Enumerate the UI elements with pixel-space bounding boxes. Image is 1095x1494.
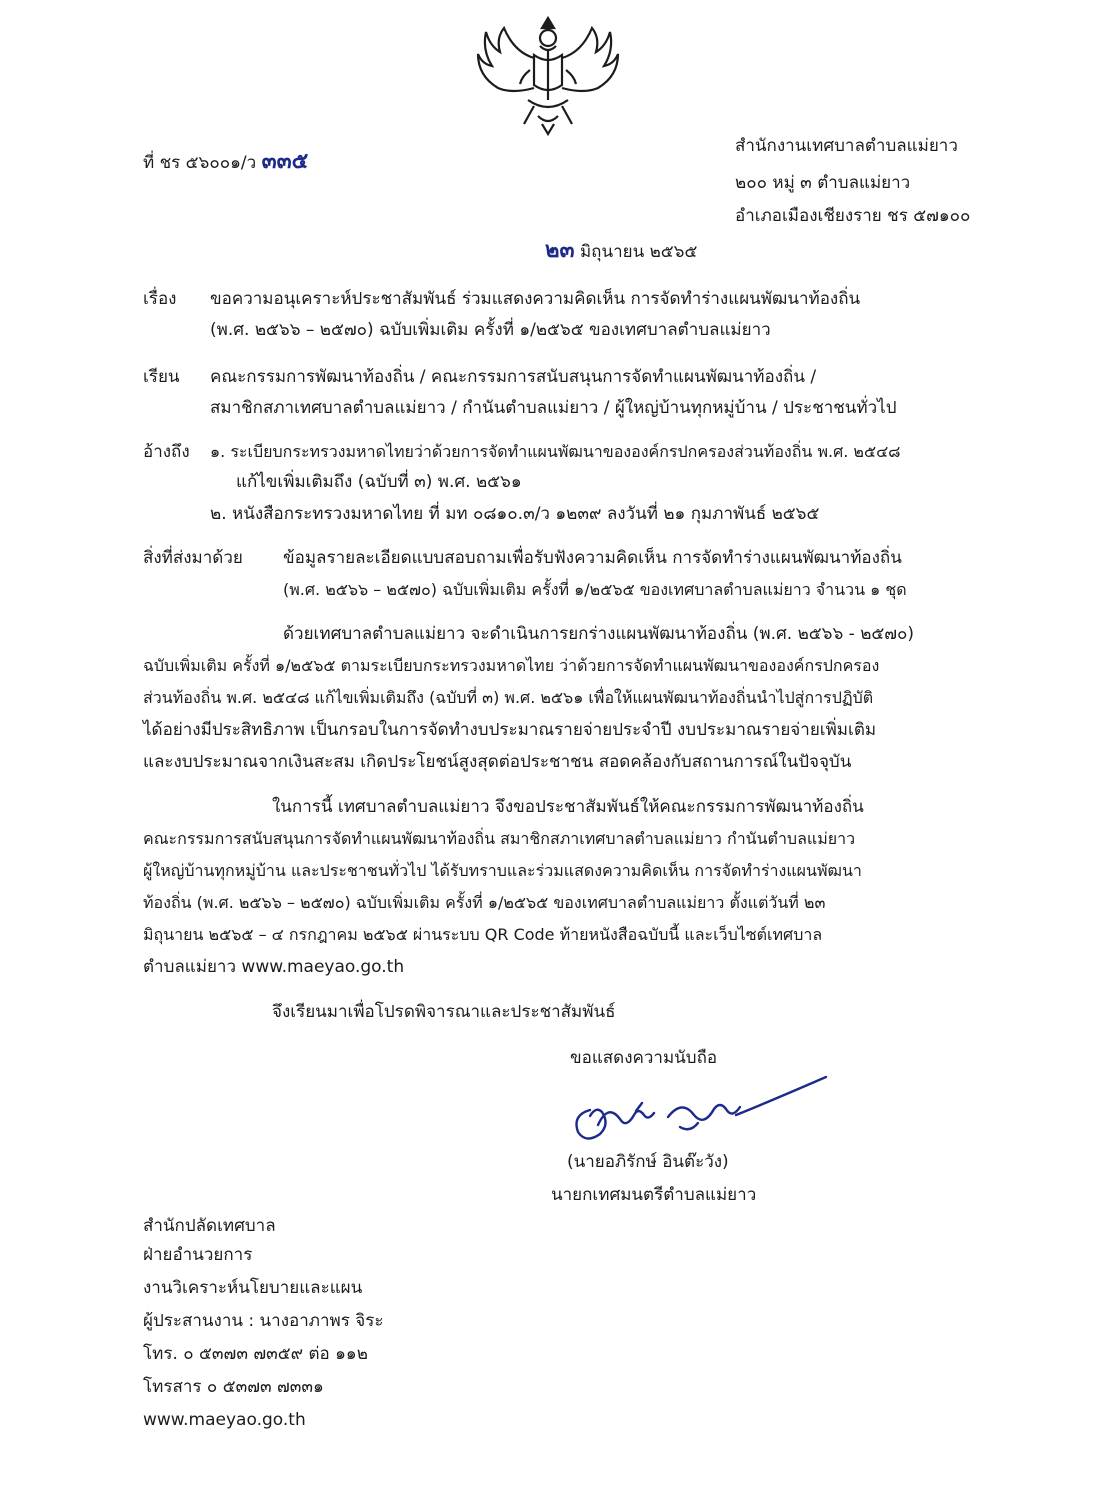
body2-line1: ในการนี้ เทศบาลตำบลแม่ยาว จึงขอประชาสัมพันธ์ให้คณะกรรมการพัฒนาท้องถิ่น (272, 797, 864, 817)
reference-prefix: ที่ ชร ๕๖๐๐๑/ว (143, 153, 257, 173)
closing-text: จึงเรียนมาเพื่อโปรดพิจารณาและประชาสัมพันธ์ (272, 1002, 616, 1022)
recipient-line2: สมาชิกสภาเทศบาลตำบลแม่ยาว / กำนันตำบลแม่ยาว / ผู้ใหญ่บ้านทุกหมู่บ้าน / ประชาชนทั่วไป (210, 398, 897, 418)
reference-item2: ๒. หนังสือกระทรวงมหาดไทย ที่ มท ๐๘๑๐.๓/ว ๑๒๓๙ ลงวันที่ ๒๑ กุมภาพันธ์ ๒๕๖๕ (210, 504, 820, 524)
regards-text: ขอแสดงความนับถือ (570, 1048, 718, 1068)
office-name: สำนักงานเทศบาลตำบลแม่ยาว (735, 136, 958, 156)
enclosure-label: สิ่งที่ส่งมาด้วย (143, 548, 243, 568)
date-month-year: มิถุนายน ๒๕๖๕ (579, 242, 698, 262)
footer-coordinator: ผู้ประสานงาน : นางอาภาพร จิระ (143, 1311, 384, 1331)
footer-phone: โทร. ๐ ๕๓๗๓ ๗๓๕๙ ต่อ ๑๑๒ (143, 1344, 368, 1364)
body1-line2: ฉบับเพิ่มเติม ครั้งที่ ๑/๒๕๖๕ ตามระเบียบกระทรวงมหาดไทย ว่าด้วยการจัดทำแผนพัฒนาขององค์กรปกครอง (143, 656, 880, 675)
recipient-line1: คณะกรรมการพัฒนาท้องถิ่น / คณะกรรมการสนับสนุนการจัดทำแผนพัฒนาท้องถิ่น / (210, 367, 817, 387)
letter-date (545, 232, 697, 267)
footer-unit: งานวิเคราะห์นโยบายและแผน (143, 1278, 363, 1298)
recipient-label: เรียน (143, 367, 180, 387)
subject-line1: ขอความอนุเคราะห์ประชาสัมพันธ์ ร่วมแสดงความคิดเห็น การจัดทำร่างแผนพัฒนาท้องถิ่น (210, 289, 861, 309)
office-address-line2: อำเภอเมืองเชียงราย ชร ๕๗๑๐๐ (735, 206, 971, 226)
signer-position: นายกเทศมนตรีตำบลแม่ยาว (551, 1185, 757, 1205)
reference-item1-line2: แก้ไขเพิ่มเติมถึง (ฉบับที่ ๓) พ.ศ. ๒๕๖๑ (236, 472, 522, 492)
office-address-line1: ๒๐๐ หมู่ ๓ ตำบลแม่ยาว (735, 173, 911, 193)
enclosure-line1: ข้อมูลรายละเอียดแบบสอบถามเพื่อรับฟังความคิดเห็น การจัดทำร่างแผนพัฒนาท้องถิ่น (283, 548, 902, 568)
footer-website: www.maeyao.go.th (143, 1410, 306, 1430)
footer-fax: โทรสาร ๐ ๕๓๗๓ ๗๓๓๑ (143, 1377, 324, 1397)
enclosure-line2: (พ.ศ. ๒๕๖๖ – ๒๕๗๐) ฉบับเพิ่มเติม ครั้งที่ ๑/๒๕๖๕ ของเทศบาลตำบลแม่ยาว จำนวน ๑ ชุด (283, 580, 907, 599)
reference-label: อ้างถึง (143, 442, 190, 462)
signer-name: (นายอภิรักษ์ อินต๊ะวัง) (567, 1152, 729, 1172)
body2-line5: มิถุนายน ๒๕๖๕ – ๔ กรกฎาคม ๒๕๖๕ ผ่านระบบ QR Code ท้ายหนังสือฉบับนี้ และเว็บไซต์เทศบาล (143, 925, 823, 944)
footer-division: สำนักปลัดเทศบาล (143, 1216, 276, 1236)
reference-item1-line1: ๑. ระเบียบกระทรวงมหาดไทยว่าด้วยการจัดทำแผนพัฒนาขององค์กรปกครองส่วนท้องถิ่น พ.ศ. ๒๕๔๘ (210, 442, 901, 461)
reference-number (143, 143, 308, 178)
body2-line3: ผู้ใหญ่บ้านทุกหมู่บ้าน และประชาชนทั่วไป ได้รับทราบและร่วมแสดงความคิดเห็น การจัดทำร่างแผนพัฒนา (143, 861, 862, 880)
handwritten-signature (560, 1075, 840, 1155)
subject-label: เรื่อง (143, 289, 177, 309)
date-day-handwritten: ๒๓ (545, 238, 575, 263)
footer-section: ฝ่ายอำนวยการ (143, 1245, 253, 1265)
body2-line6: ตำบลแม่ยาว www.maeyao.go.th (143, 957, 405, 977)
body2-line2: คณะกรรมการสนับสนุนการจัดทำแผนพัฒนาท้องถิ่น สมาชิกสภาเทศบาลตำบลแม่ยาว กำนันตำบลแม่ยาว (143, 829, 856, 848)
body1-line3: ส่วนท้องถิ่น พ.ศ. ๒๕๔๘ แก้ไขเพิ่มเติมถึง (ฉบับที่ ๓) พ.ศ. ๒๕๖๑ เพื่อให้แผนพัฒนาท้องถิ่นนำไปสู่การปฏิบัติ (143, 688, 874, 707)
body1-line5: และงบประมาณจากเงินสะสม เกิดประโยชน์สูงสุดต่อประชาชน สอดคล้องกับสถานการณ์ในปัจจุบัน (143, 752, 852, 772)
garuda-emblem (468, 0, 628, 140)
subject-line2: (พ.ศ. ๒๕๖๖ – ๒๕๗๐) ฉบับเพิ่มเติม ครั้งที่ ๑/๒๕๖๕ ของเทศบาลตำบลแม่ยาว (210, 320, 771, 340)
body1-line4: ได้อย่างมีประสิทธิภาพ เป็นกรอบในการจัดทำงบประมาณรายจ่ายประจำปี งบประมาณรายจ่ายเพิ่มเติม (143, 720, 877, 740)
body2-line4: ท้องถิ่น (พ.ศ. ๒๕๖๖ – ๒๕๗๐) ฉบับเพิ่มเติม ครั้งที่ ๑/๒๕๖๕ ของเทศบาลตำบลแม่ยาว ตั้งแต่วันที่ ๒๓ (143, 893, 826, 912)
body1-line1: ด้วยเทศบาลตำบลแม่ยาว จะดำเนินการยกร่างแผนพัฒนาท้องถิ่น (พ.ศ. ๒๕๖๖ - ๒๕๗๐) (283, 624, 915, 644)
reference-handwritten-number: ๓๓๕ (261, 149, 309, 174)
